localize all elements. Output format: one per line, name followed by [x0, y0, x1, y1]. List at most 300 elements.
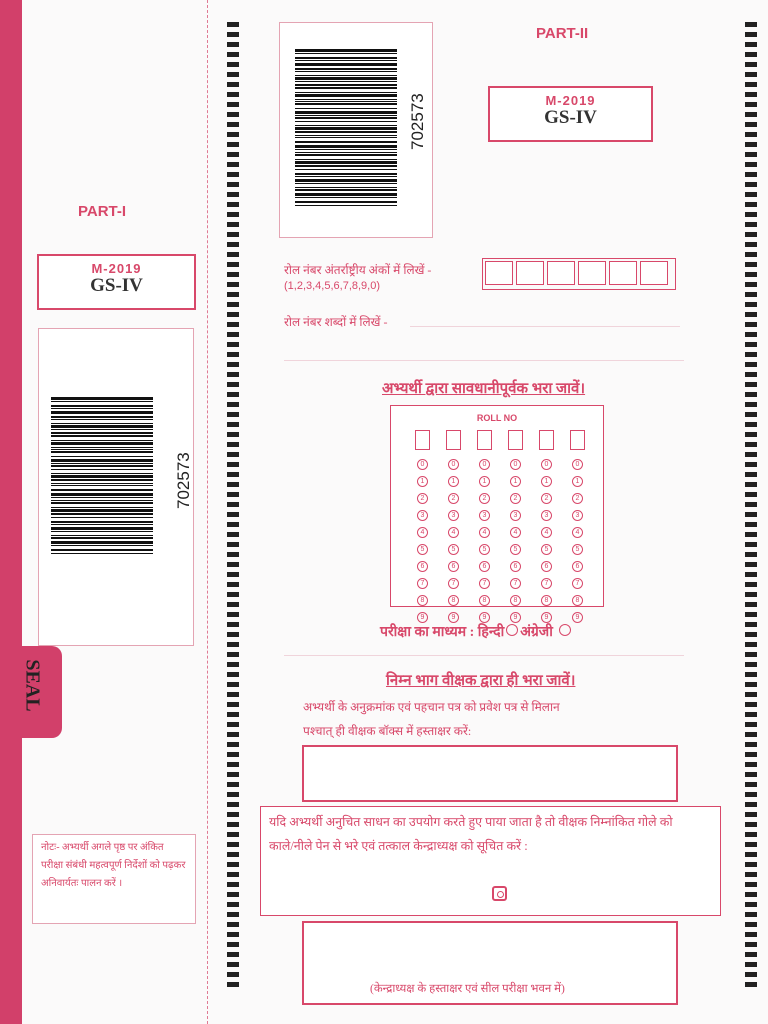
timing-mark	[745, 902, 757, 907]
roll-digit-box[interactable]	[609, 261, 637, 285]
timing-mark	[745, 522, 757, 527]
timing-mark	[227, 182, 239, 187]
roll-no-column	[446, 430, 461, 626]
right-paper-code: GS-IV	[544, 107, 597, 128]
timing-mark	[227, 262, 239, 267]
timing-mark	[227, 222, 239, 227]
barcode-bar	[51, 449, 153, 450]
timing-mark	[227, 842, 239, 847]
timing-mark	[227, 92, 239, 97]
barcode-bar	[51, 405, 153, 407]
timing-mark	[227, 322, 239, 327]
timing-mark	[227, 882, 239, 887]
left-note-box	[32, 834, 196, 924]
timing-mark	[227, 392, 239, 397]
invigilator-heading: निम्न भाग वीक्षक द्वारा ही भरा जावें।	[386, 673, 576, 689]
roll-no-bubble[interactable]: 4	[448, 527, 459, 538]
roll-no-bubble[interactable]: 6	[510, 561, 521, 572]
barcode-bar	[295, 165, 397, 167]
roll-no-bubble[interactable]: 5	[417, 544, 428, 555]
verify-text-line-2: पश्चात् ही वीक्षक बॉक्स में हस्ताक्षर करें:	[303, 724, 472, 738]
timing-mark	[227, 512, 239, 517]
right-exam-box	[488, 86, 653, 142]
barcode-bar	[295, 77, 397, 80]
timing-mark	[227, 912, 239, 917]
barcode-bar	[295, 108, 397, 109]
timing-mark	[227, 32, 239, 37]
barcode-bar	[51, 459, 153, 462]
timing-mark	[227, 442, 239, 447]
timing-mark	[227, 382, 239, 387]
barcode-bar	[295, 159, 397, 160]
barcode-bar	[295, 187, 397, 188]
timing-mark	[745, 312, 757, 317]
roll-digit-box[interactable]	[547, 261, 575, 285]
timing-mark	[745, 712, 757, 717]
roll-no-bubble[interactable]: 4	[417, 527, 428, 538]
roll-digits-label: रोल नंबर अंतर्राष्ट्रीय अंकों में लिखें -	[284, 263, 432, 277]
timing-mark	[745, 752, 757, 757]
timing-mark	[745, 832, 757, 837]
timing-mark	[227, 792, 239, 797]
roll-no-bubble[interactable]: 5	[448, 544, 459, 555]
barcode-bar	[51, 408, 153, 409]
barcode-bar	[51, 545, 153, 546]
timing-mark	[227, 282, 239, 287]
timing-mark	[227, 732, 239, 737]
timing-mark	[745, 692, 757, 697]
timing-mark	[745, 852, 757, 857]
barcode-bar	[51, 440, 153, 441]
timing-mark	[227, 22, 239, 27]
timing-mark	[745, 562, 757, 567]
roll-no-bubble[interactable]: 9	[510, 612, 521, 623]
medium-hindi-radio[interactable]	[506, 624, 518, 636]
timing-mark	[745, 482, 757, 487]
roll-no-bubble[interactable]: 1	[510, 476, 521, 487]
section-divider	[284, 360, 684, 361]
timing-mark	[227, 62, 239, 67]
right-part-label: PART-II	[536, 25, 589, 42]
timing-mark	[227, 962, 239, 967]
left-barcode-number: 702573	[174, 452, 193, 509]
timing-mark	[227, 572, 239, 577]
timing-mark	[745, 742, 757, 747]
timing-mark	[745, 872, 757, 877]
timing-mark	[227, 122, 239, 127]
timing-mark	[227, 672, 239, 677]
barcode-bar	[51, 479, 153, 481]
barcode-bar	[295, 201, 397, 203]
left-exam-box	[37, 254, 196, 310]
roll-no-bubble[interactable]: 8	[541, 595, 552, 606]
roll-no-bubble[interactable]: 0	[572, 459, 583, 470]
barcode-bar	[51, 509, 153, 512]
timing-mark	[745, 102, 757, 107]
barcode-bar	[295, 101, 397, 102]
right-barcode-number: 702573	[408, 93, 427, 150]
barcode-bar	[51, 535, 153, 536]
barcode-bar	[295, 75, 397, 76]
roll-words-line[interactable]	[410, 326, 680, 327]
timing-mark	[227, 862, 239, 867]
barcode-bar	[295, 103, 397, 105]
roll-no-bubble[interactable]: 1	[448, 476, 459, 487]
timing-mark	[745, 142, 757, 147]
timing-mark	[227, 742, 239, 747]
roll-digit-box[interactable]	[578, 261, 606, 285]
roll-no-bubble[interactable]: 3	[541, 510, 552, 521]
roll-no-bubble[interactable]: 2	[510, 493, 521, 504]
timing-mark	[227, 972, 239, 977]
barcode-bar	[51, 497, 153, 498]
left-barcode-box	[38, 328, 194, 646]
roll-no-digit-box[interactable]	[415, 430, 430, 450]
roll-no-column	[539, 430, 554, 626]
timing-mark	[227, 252, 239, 257]
barcode-bar	[51, 435, 153, 437]
timing-mark	[745, 892, 757, 897]
roll-no-bubble[interactable]: 0	[541, 459, 552, 470]
barcode-bar	[295, 84, 397, 86]
timing-mark	[227, 72, 239, 77]
roll-no-column	[415, 430, 430, 626]
timing-mark	[227, 422, 239, 427]
timing-mark	[745, 412, 757, 417]
timing-mark	[227, 722, 239, 727]
timing-mark	[227, 852, 239, 857]
timing-mark	[227, 472, 239, 477]
barcode-bar	[295, 57, 397, 59]
roll-no-bubble[interactable]: 9	[417, 612, 428, 623]
timing-mark	[745, 502, 757, 507]
timing-mark	[227, 982, 239, 987]
section-divider-2	[284, 655, 684, 656]
unfair-means-box	[260, 806, 721, 916]
superintendent-text: (केन्द्राध्यक्ष के हस्ताक्षर एवं सील परीक्षा भवन में)	[370, 983, 565, 995]
roll-no-bubble[interactable]: 6	[541, 561, 552, 572]
timing-mark	[745, 512, 757, 517]
candidate-heading: अभ्यर्थी द्वारा सावधानीपूर्वक भरा जावें।	[382, 381, 586, 397]
timing-mark	[745, 782, 757, 787]
timing-mark	[745, 302, 757, 307]
timing-mark	[745, 982, 757, 987]
barcode-bar	[295, 92, 397, 93]
timing-mark	[227, 892, 239, 897]
roll-no-bubble[interactable]: 4	[479, 527, 490, 538]
timing-mark	[745, 632, 757, 637]
timing-mark	[745, 222, 757, 227]
roll-no-bubble[interactable]: 6	[417, 561, 428, 572]
timing-mark	[227, 482, 239, 487]
roll-no-bubble[interactable]: 1	[479, 476, 490, 487]
roll-digit-box[interactable]	[640, 261, 668, 285]
timing-mark	[745, 352, 757, 357]
roll-no-bubble[interactable]: 4	[572, 527, 583, 538]
timing-mark	[745, 192, 757, 197]
roll-no-bubble[interactable]: 6	[448, 561, 459, 572]
roll-no-digit-box[interactable]	[539, 430, 554, 450]
left-exam-code: M-2019	[91, 261, 142, 276]
roll-no-bubble[interactable]: 8	[448, 595, 459, 606]
timing-mark	[227, 142, 239, 147]
timing-mark	[227, 102, 239, 107]
timing-mark	[745, 642, 757, 647]
timing-mark	[745, 262, 757, 267]
roll-no-bubble[interactable]: 5	[510, 544, 521, 555]
timing-mark	[745, 392, 757, 397]
roll-digit-box[interactable]	[485, 261, 513, 285]
timing-mark	[227, 752, 239, 757]
roll-no-digit-box[interactable]	[508, 430, 523, 450]
timing-mark	[745, 32, 757, 37]
timing-mark	[745, 962, 757, 967]
timing-mark	[745, 822, 757, 827]
roll-digits-hint: (1,2,3,4,5,6,7,8,9,0)	[284, 280, 381, 292]
roll-no-bubble[interactable]: 7	[541, 578, 552, 589]
roll-no-bubble[interactable]: 1	[417, 476, 428, 487]
timing-mark	[227, 352, 239, 357]
roll-no-bubble[interactable]: 3	[479, 510, 490, 521]
superintendent-signature-box[interactable]	[302, 921, 678, 1005]
barcode-bar	[51, 549, 153, 551]
timing-mark	[745, 62, 757, 67]
timing-mark	[745, 132, 757, 137]
roll-no-bubble[interactable]: 3	[572, 510, 583, 521]
seal-tab	[0, 646, 62, 738]
timing-mark	[227, 402, 239, 407]
timing-mark	[227, 192, 239, 197]
roll-no-bubble[interactable]: 0	[417, 459, 428, 470]
timing-mark	[745, 72, 757, 77]
barcode-bar	[51, 541, 153, 544]
timing-mark	[745, 592, 757, 597]
barcode-bar	[295, 205, 397, 206]
roll-no-bubble[interactable]: 8	[417, 595, 428, 606]
roll-digit-boxes[interactable]	[482, 258, 676, 290]
medium-english-radio[interactable]	[559, 624, 571, 636]
barcode-bar	[295, 49, 397, 52]
roll-no-bubble[interactable]: 2	[448, 493, 459, 504]
timing-mark	[745, 772, 757, 777]
timing-mark	[745, 542, 757, 547]
barcode-bar	[295, 179, 397, 182]
timing-mark	[745, 182, 757, 187]
timing-mark	[745, 842, 757, 847]
roll-no-bubble[interactable]: 9	[541, 612, 552, 623]
timing-mark	[745, 802, 757, 807]
barcode-bar	[295, 161, 397, 164]
barcode-bar	[51, 521, 153, 523]
timing-mark	[745, 152, 757, 157]
barcode-bar	[51, 493, 153, 496]
roll-no-bubble[interactable]: 0	[448, 459, 459, 470]
timing-mark	[227, 562, 239, 567]
timing-mark	[745, 372, 757, 377]
barcode-bar	[51, 553, 153, 554]
barcode-bar	[295, 173, 397, 175]
roll-no-bubble[interactable]: 9	[479, 612, 490, 623]
timing-mark	[745, 22, 757, 27]
timing-mark	[227, 932, 239, 937]
barcode-bar	[51, 432, 153, 434]
timing-mark	[745, 292, 757, 297]
roll-no-bubble[interactable]: 5	[541, 544, 552, 555]
barcode-bar	[295, 183, 397, 184]
timing-mark	[227, 302, 239, 307]
roll-no-bubble[interactable]: 1	[541, 476, 552, 487]
timing-mark	[745, 172, 757, 177]
barcode-bar	[295, 63, 397, 66]
roll-no-bubble[interactable]: 7	[448, 578, 459, 589]
barcode-bar	[295, 141, 397, 143]
timing-mark	[227, 812, 239, 817]
timing-mark	[745, 722, 757, 727]
roll-no-bubble[interactable]: 5	[572, 544, 583, 555]
timing-mark	[745, 332, 757, 337]
unfair-means-bubble[interactable]	[492, 886, 507, 901]
roll-no-digit-box[interactable]	[570, 430, 585, 450]
timing-mark	[745, 452, 757, 457]
barcode-bar	[295, 99, 397, 100]
right-barcode	[295, 49, 397, 207]
roll-no-bubble[interactable]: 6	[479, 561, 490, 572]
unfair-text-line-2: काले/नीले पेन से भरे एवं तत्काल केन्द्राध्यक्ष को सूचित करें :	[269, 839, 528, 853]
timing-mark	[227, 552, 239, 557]
timing-mark	[227, 902, 239, 907]
timing-mark	[227, 452, 239, 457]
barcode-bar	[295, 81, 397, 82]
timing-mark	[227, 942, 239, 947]
barcode-bar	[295, 197, 397, 198]
timing-mark	[745, 672, 757, 677]
timing-mark	[745, 122, 757, 127]
timing-mark	[227, 342, 239, 347]
timing-mark	[745, 582, 757, 587]
right-exam-code: M-2019	[545, 93, 596, 108]
timing-mark	[745, 492, 757, 497]
timing-mark	[227, 132, 239, 137]
timing-mark	[745, 52, 757, 57]
roll-no-bubble[interactable]: 0	[479, 459, 490, 470]
barcode-bar	[51, 429, 153, 430]
timing-mark	[227, 82, 239, 87]
timing-mark	[745, 662, 757, 667]
timing-mark	[745, 202, 757, 207]
roll-no-bubble[interactable]: 3	[417, 510, 428, 521]
barcode-bar	[295, 53, 397, 54]
timing-mark	[745, 82, 757, 87]
roll-no-bubble[interactable]: 3	[510, 510, 521, 521]
barcode-bar	[295, 149, 397, 150]
roll-no-bubble[interactable]: 8	[572, 595, 583, 606]
timing-mark	[227, 542, 239, 547]
roll-no-omr-box	[390, 405, 604, 621]
timing-mark	[745, 462, 757, 467]
timing-mark	[745, 472, 757, 477]
barcode-bar	[295, 189, 397, 191]
roll-no-bubble[interactable]: 2	[541, 493, 552, 504]
timing-mark	[745, 882, 757, 887]
left-note-text: नोटः- अभ्यर्थी अगले पृष्ठ पर अंकित परीक्षा संबंधी महत्वपूर्ण निर्देशों को पढ़कर अनिवार्यतः पालन करें ।	[41, 842, 186, 889]
barcode-bar	[295, 152, 397, 153]
timing-mark	[227, 152, 239, 157]
roll-no-bubble[interactable]: 0	[510, 459, 521, 470]
timing-mark	[745, 702, 757, 707]
timing-mark	[227, 162, 239, 167]
timing-mark	[745, 442, 757, 447]
roll-no-bubble[interactable]: 5	[479, 544, 490, 555]
roll-no-bubble[interactable]: 9	[448, 612, 459, 623]
medium-english-label: अंग्रेजी	[520, 625, 553, 640]
roll-no-bubble[interactable]: 2	[417, 493, 428, 504]
roll-no-bubble[interactable]: 2	[479, 493, 490, 504]
timing-mark	[227, 602, 239, 607]
barcode-bar	[295, 60, 397, 61]
roll-no-bubble[interactable]: 4	[541, 527, 552, 538]
timing-mark	[745, 382, 757, 387]
timing-mark	[227, 202, 239, 207]
roll-no-bubble[interactable]: 1	[572, 476, 583, 487]
barcode-bar	[295, 145, 397, 148]
timing-mark	[745, 322, 757, 327]
barcode-bar	[51, 524, 153, 525]
timing-mark	[227, 612, 239, 617]
barcode-bar	[295, 127, 397, 130]
timing-mark	[745, 362, 757, 367]
timing-mark	[227, 802, 239, 807]
timing-mark	[227, 922, 239, 927]
roll-no-digit-box[interactable]	[446, 430, 461, 450]
timing-mark	[227, 532, 239, 537]
timing-mark	[227, 332, 239, 337]
roll-no-bubble[interactable]: 4	[510, 527, 521, 538]
roll-digit-box[interactable]	[516, 261, 544, 285]
timing-mark	[227, 632, 239, 637]
timing-mark	[745, 252, 757, 257]
roll-no-bubble[interactable]: 8	[510, 595, 521, 606]
timing-mark	[227, 712, 239, 717]
roll-no-bubble[interactable]: 7	[510, 578, 521, 589]
roll-no-bubble[interactable]: 8	[479, 595, 490, 606]
timing-mark	[745, 942, 757, 947]
roll-no-bubble[interactable]: 9	[572, 612, 583, 623]
left-margin-strip	[0, 0, 22, 1024]
invigilator-signature-box[interactable]	[302, 745, 678, 802]
timing-mark	[745, 792, 757, 797]
right-timing-marks	[745, 22, 757, 992]
roll-no-digit-box[interactable]	[477, 430, 492, 450]
timing-mark	[745, 432, 757, 437]
roll-no-bubble[interactable]: 7	[572, 578, 583, 589]
timing-mark	[227, 642, 239, 647]
roll-no-bubble[interactable]: 3	[448, 510, 459, 521]
roll-no-bubble[interactable]: 6	[572, 561, 583, 572]
timing-mark	[227, 52, 239, 57]
timing-mark	[227, 172, 239, 177]
timing-mark	[745, 422, 757, 427]
timing-mark	[745, 922, 757, 927]
timing-mark	[227, 702, 239, 707]
roll-no-bubble[interactable]: 7	[417, 578, 428, 589]
roll-no-bubble[interactable]: 7	[479, 578, 490, 589]
barcode-bar	[51, 469, 153, 470]
roll-no-bubble[interactable]: 2	[572, 493, 583, 504]
timing-mark	[745, 972, 757, 977]
timing-mark	[745, 242, 757, 247]
barcode-bar	[51, 527, 153, 530]
perforation-line	[207, 0, 208, 1024]
